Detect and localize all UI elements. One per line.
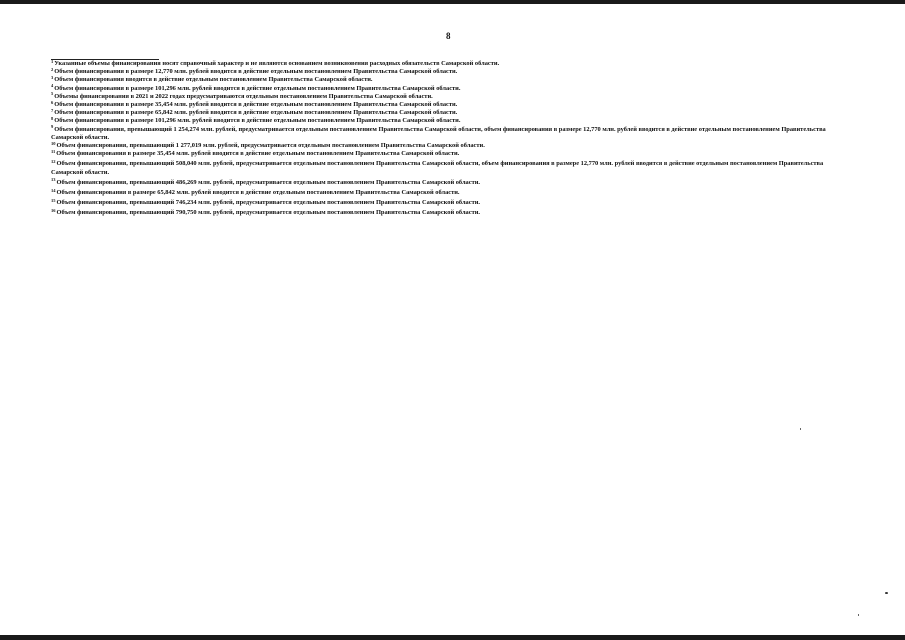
footnote-9 [51,126,856,142]
footnote-mark: 6 [51,99,54,105]
footnote-14 [51,189,856,197]
footnote-11 [51,150,856,158]
page-number: 8 [446,31,451,41]
footnote-text: Указанные объемы финансирования носят справочный характер и не являются основанием возникновения расходных обязательств Самарской области. [54,60,500,67]
footnote-3 [51,76,856,84]
footnote-mark: 16 [51,208,56,214]
footnote-text: Объем финансирования, превышающий 508,040 млн. рублей, предусматривается отдельным постановлением Правительства Самарской области, объем финансирования в размере 12,770 млн. рублей вводится в действие отдельным постановлением Правительства Самарской области. [51,160,824,176]
scan-speck [858,614,859,616]
footnote-text: Объем финансирования, превышающий 1 254,274 млн. рублей, предусматривается отдельным постановлением Правительства Самарской области, объем финансирования в размере 12,770 млн. рублей вводится в действие отдельным постановлением Правительства Самарской области. [51,125,826,141]
footnote-mark: 13 [51,177,56,183]
footnote-1 [51,60,856,68]
footnote-text: Объем финансирования, превышающий 746,234 млн. рублей, предусматривается отдельным постановлением Правительства Самарской области. [56,199,481,207]
footnote-mark: 11 [51,148,56,154]
footnote-mark: 4 [51,83,54,89]
footnote-5 [51,93,856,101]
footnote-text: Объем финансирования, превышающий 1 277,019 млн. рублей, предусматривается отдельным постановлением Правительства Самарской области. [56,142,485,150]
footnote-text: Объем финансирования в размере 101,296 млн. рублей вводится в действие отдельным постановлением Правительства Самарской области. [54,117,461,125]
footnote-mark: 8 [51,116,54,122]
footnote-8 [51,117,856,125]
footnote-mark: 1 [51,58,54,64]
footnote-text: Объем финансирования в размере 35,454 млн. рублей вводится в действие отдельным постановлением Правительства Самарской области. [56,150,460,158]
footnote-13 [51,179,856,187]
scan-speck [800,428,801,430]
footnote-mark: 12 [51,159,56,165]
footnote-6 [51,101,856,109]
footnote-text: Объем финансирования в размере 65,842 млн. рублей вводится в действие отдельным постановлением Правительства Самарской области. [56,189,460,197]
footnote-16 [51,209,856,217]
footnote-mark: 3 [51,75,54,81]
footnotes-list [51,60,856,218]
footnote-15 [51,199,856,207]
footnote-mark: 9 [51,124,54,130]
footnote-text: Объемы финансирования в 2021 и 2022 годах предусматриваются отдельным постановлением Правительства Самарской области. [54,92,433,100]
footnote-text: Объем финансирования в размере 12,770 млн. рублей вводится в действие отдельным постановлением Правительства Самарской области. [54,68,458,76]
footnote-text: Объем финансирования, превышающий 790,750 млн. рублей, предусматривается отдельным постановлением Правительства Самарской области. [56,209,481,217]
footnote-text: Объем финансирования, превышающий 486,269 млн. рублей, предусматривается отдельным постановлением Правительства Самарской области. [56,178,481,186]
footnote-text: Объем финансирования в размере 65,842 млн. рублей вводится в действие отдельным постановлением Правительства Самарской области. [54,109,458,117]
footnote-text: Объем финансирования в размере 35,454 млн. рублей вводится в действие отдельным постановлением Правительства Самарской области. [54,101,458,109]
footnote-12 [51,160,856,176]
footnote-10 [51,142,856,150]
footnote-mark: 14 [51,187,56,193]
footnote-mark: 7 [51,107,54,113]
scan-speck [885,592,888,594]
footnote-mark: 10 [51,140,56,146]
footnote-4 [51,85,856,93]
footnote-mark: 15 [51,197,56,203]
footnote-text: Объем финансирования в размере 101,296 млн. рублей вводится в действие отдельным постановлением Правительства Самарской области. [54,84,461,92]
footnote-mark: 2 [51,66,54,72]
footnote-mark: 5 [51,91,54,97]
footnote-text: Объем финансирования вводится в действие отдельным постановлением Правительства Самарской области. [54,76,373,84]
scan-border-bottom [0,635,905,640]
scan-border-top [0,0,905,4]
